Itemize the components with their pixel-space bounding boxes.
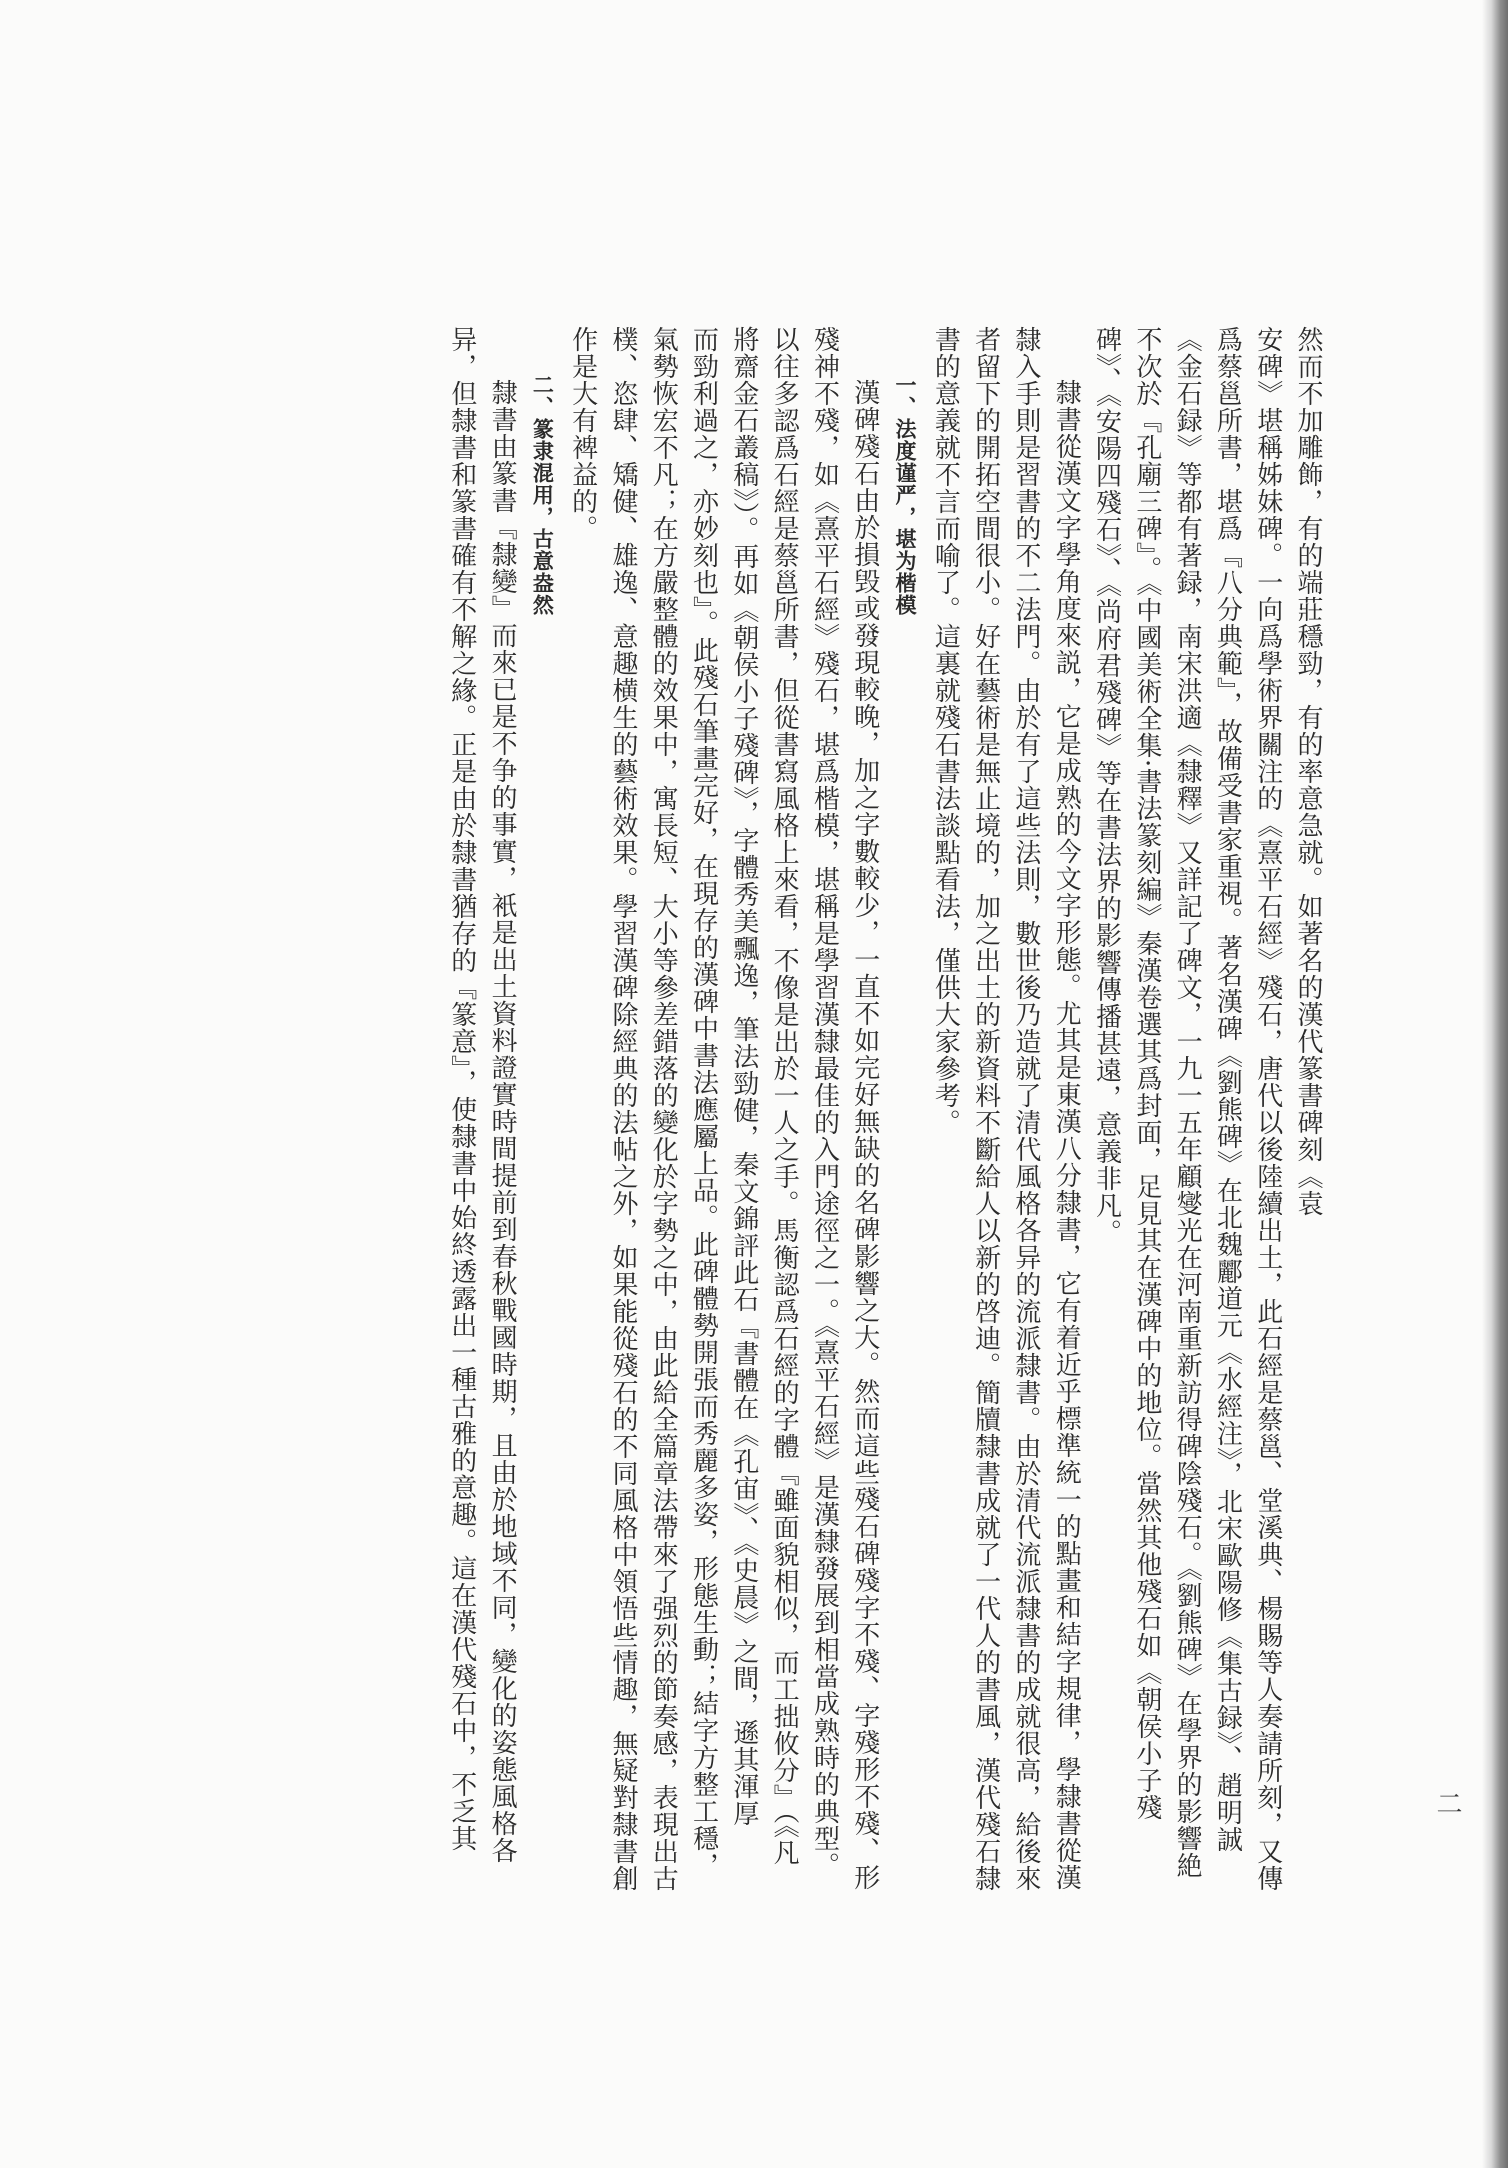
text-column: 將齋金石叢稿》）。再如《朝侯小子殘碑》，字體秀美飄逸，筆法勁健，秦文錦評此石『書體在《孔宙》、《史晨》之間，遜其渾厚 xyxy=(728,326,759,1827)
text-column: 隸書從漢文字學角度來説，它是成熟的今文字形態。尤其是東漢八分隸書，它有着近乎標準統一的點畫和結字規律，學隸書從漢 xyxy=(1051,379,1082,1891)
text-column: 隸書由篆書『隸變』而來已是不争的事實，衹是出土資料證實時間提前到春秋戰國時期，且由於地域不同，變化的姿態風格各 xyxy=(487,379,518,1864)
text-column: 而勁利過之，亦妙刻也』。此殘石筆畫完好，在現存的漢碑中書法應屬上品。此碑體勢開張而秀麗多姿，形態生動；結字方整工穩， xyxy=(688,326,719,1879)
text-column: 樸、恣肆、矯健、雄逸、意趣横生的藝術效果。學習漢碑除經典的法帖之外，如果能從殘石的不同風格中領悟些情趣，無疑對隸書創 xyxy=(607,326,638,1892)
text-column: 《金石録》等都有著録，南宋洪適《隸釋》又詳記了碑文，一九一五年顧燮光在河南重新訪得碑陰殘石。《劉熊碑》在學界的影響絶 xyxy=(1172,326,1203,1879)
text-column: 殘神不殘，如《熹平石經》殘石，堪爲楷模，堪稱是學習漢隸最佳的入門途徑之一。《熹平石經》是漢隸發展到相當成熟時的典型。 xyxy=(809,326,840,1879)
page-number: 二 xyxy=(1432,1790,1462,1816)
vertical-text-body xyxy=(441,326,1328,1946)
text-column: 隸入手則是習書的不二法門。由於有了這些法則，數世後乃造就了清代風格各异的流派隸書。由於清代流派隸書的成就很高，給後來 xyxy=(1010,326,1041,1892)
text-column: 异，但隸書和篆書確有不解之緣。正是由於隸書猶存的『篆意』，使隸書中始終透露出一種古雅的意趣。這在漢代殘石中，不乏其 xyxy=(446,326,477,1852)
text-column: 者留下的開拓空間很小。好在藝術是無止境的，加之出土的新資料不斷給人以新的啓迪。簡牘隸書成就了一代人的書風，漢代殘石隸 xyxy=(970,326,1001,1892)
section-heading: 一、法度谨严，堪为楷模 xyxy=(893,374,918,616)
page-edge-shadow xyxy=(1482,0,1508,2168)
text-column: 作是大有裨益的。 xyxy=(567,326,598,542)
text-column: 然而不加雕飾，有的端莊穩勁，有的率意急就。如著名的漢代篆書碑刻《袁 xyxy=(1293,326,1323,1217)
text-column: 漢碑殘石由於損毁或發現較晚，加之字數較少，一直不如完好無缺的名碑影響之大。然而這些殘石碑殘字不殘、字殘形不殘、形 xyxy=(849,379,880,1891)
section-heading: 二、篆隶混用，古意盎然 xyxy=(530,374,555,616)
text-column: 安碑》堪稱姊妹碑。一向爲學術界關注的《熹平石經》殘石，唐代以後陸續出土，此石經是蔡邕、堂溪典、楊賜等人奏請所刻，又傳 xyxy=(1252,326,1283,1892)
text-column: 以往多認爲石經是蔡邕所書，但從書寫風格上來看，不像是出於一人之手。馬衡認爲石經的字體『雖面貌相似，而工拙攸分』（《凡 xyxy=(769,326,800,1866)
text-column: 不次於『孔廟三碑』。《中國美術全集·書法篆刻編》秦漢卷選其爲封面，足見其在漢碑中的地位。當然其他殘石如《朝侯小子殘 xyxy=(1131,326,1162,1822)
text-column: 書的意義就不言而喻了。這裏就殘石書法談點看法，僅供大家參考。 xyxy=(930,326,961,1136)
text-column: 爲蔡邕所書，堪爲『八分典範』，故備受書家重視。著名漢碑《劉熊碑》在北魏酈道元《水經注》，北宋歐陽修《集古録》、趙明誠 xyxy=(1212,326,1243,1853)
text-column: 碑》、《安陽四殘石》、《尚府君殘碑》等在書法界的影響傳播甚遠，意義非凡。 xyxy=(1091,326,1122,1246)
text-column: 氣勢恢宏不凡；在方嚴整體的效果中，寓長短、大小等參差錯落的變化於字勢之中，由此給全篇章法帶來了强烈的節奏感，表現出古 xyxy=(648,326,679,1892)
